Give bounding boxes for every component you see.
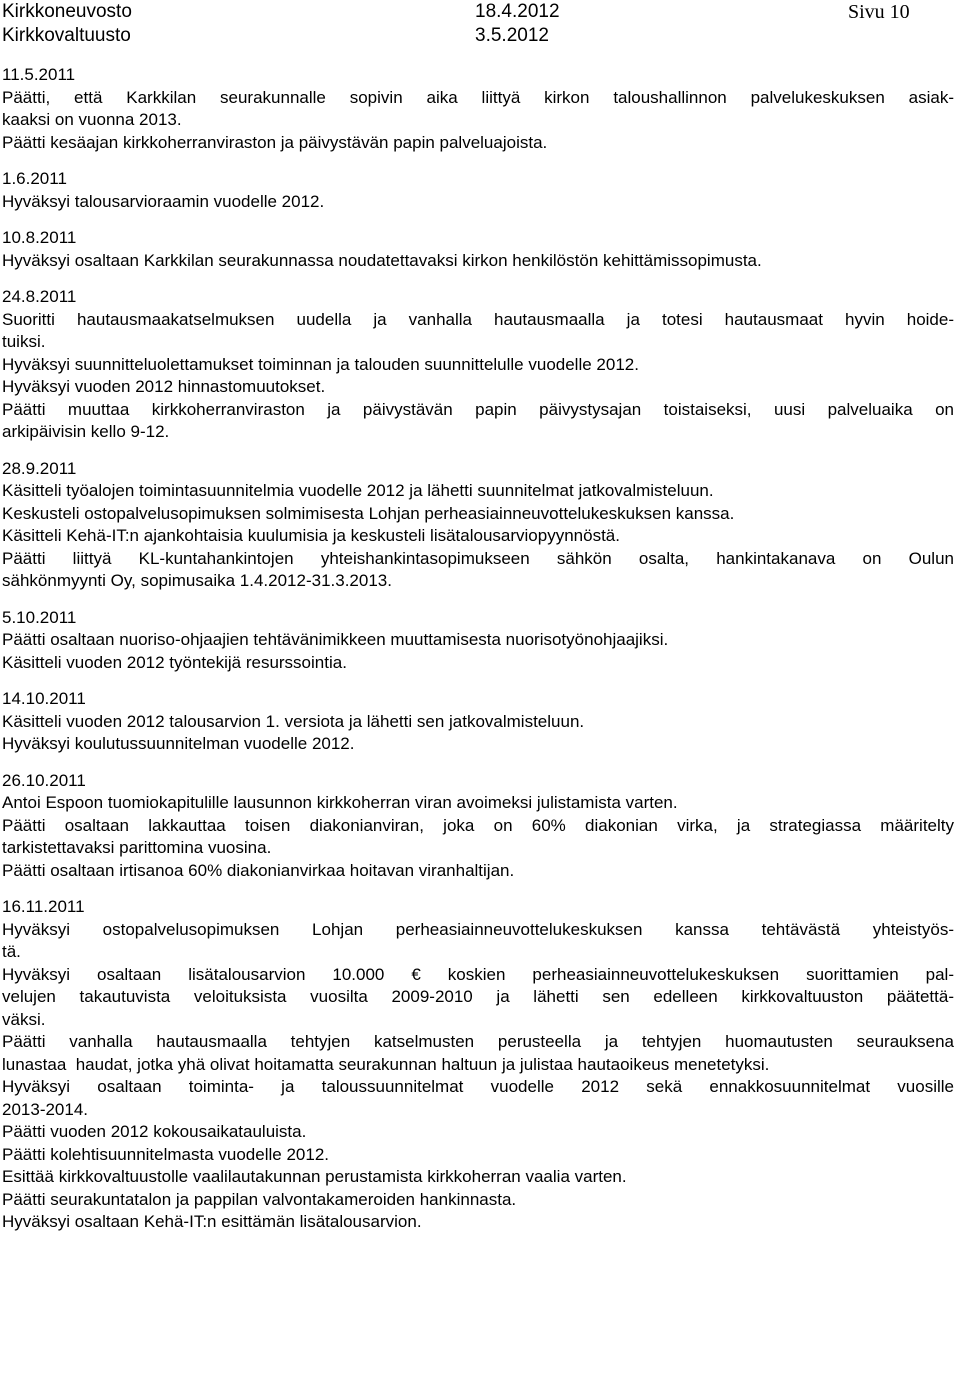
minutes-line: sähkönmyynti Oy, sopimusaika 1.4.2012-31.3.2013. [2, 571, 392, 590]
minutes-section [2, 286, 954, 444]
minutes-line: 2013-2014. [2, 1099, 89, 1119]
header-date-1: 18.4.2012 [475, 1, 560, 22]
minutes-line: Käsitteli Kehä-IT:n ajankohtaisia kuulumisia ja keskusteli lisätalousarviopyynnöstä. [2, 526, 620, 545]
minutes-line: tarkistettavaksi parittomina vuosina. [2, 838, 272, 857]
minutes-line: Käsitteli vuoden 2012 talousarvion 1. versiota ja lähetti sen jatkovalmisteluun. [2, 711, 585, 731]
minutes-line: Hyväksyi suunnitteluolettamukset toiminnan ja talouden suunnittelulle vuodelle 2012. [2, 354, 639, 374]
meeting-date: 16.11.2011 [2, 897, 85, 916]
header-line-2 [2, 24, 952, 48]
minutes-line: Päätti liittyä KL-kuntahankintojen yhteishankintasopimukseen sähkön osalta, hankintakanava on Oulun [2, 548, 954, 568]
minutes-line: Päätti seurakuntatalon ja pappilan valvontakameroiden hankinnasta. [2, 1189, 517, 1209]
minutes-line: Päätti, että Karkkilan seurakunnalle sopivin aika liittyä kirkon taloushallinnon palvelukeskuksen asiak- [2, 87, 954, 107]
meeting-date: 5.10.2011 [2, 607, 77, 627]
minutes-line: Päätti kesäajan kirkkoherranviraston ja päivystävän papin palveluajoista. [2, 132, 548, 152]
minutes-line: tä. [2, 942, 21, 961]
minutes-section [2, 896, 954, 1234]
minutes-line: väksi. [2, 1009, 46, 1029]
minutes-line: Käsitteli vuoden 2012 työntekijä resurssointia. [2, 652, 347, 672]
meeting-date: 14.10.2011 [2, 689, 86, 708]
header-date-2: 3.5.2012 [475, 25, 549, 46]
minutes-section [2, 688, 954, 756]
minutes-line: arkipäivisin kello 9-12. [2, 422, 170, 441]
minutes-section [2, 770, 954, 883]
minutes-line: Hyväksyi osaltaan lisätalousarvion 10.000 € koskien perheasiainneuvottelukeskuksen suorittamien pal- [2, 964, 954, 984]
minutes-section [2, 458, 954, 593]
minutes-line: Hyväksyi osaltaan toiminta- ja taloussuunnitelmat vuodelle 2012 sekä ennakkosuunnitelmat vuosille [2, 1077, 954, 1096]
minutes-line: Hyväksyi talousarvioraamin vuodelle 2012. [2, 191, 325, 211]
minutes-line: Hyväksyi ostopalvelusopimuksen Lohjan perheasiainneuvottelukeskuksen kanssa tehtävästä yhteistyös- [2, 919, 954, 939]
meeting-minutes-list [2, 64, 954, 1248]
minutes-line: kaaksi on vuonna 2013. [2, 110, 182, 129]
meeting-date: 28.9.2011 [2, 458, 77, 478]
minutes-line: Päätti vanhalla hautausmaalla tehtyjen katselmusten perusteella ja tehtyjen huomautusten seurauksena [2, 1032, 954, 1051]
minutes-line: Päätti osaltaan irtisanoa 60% diakonianvirkaa hoitavan viranhaltijan. [2, 860, 515, 880]
meeting-date: 1.6.2011 [2, 169, 67, 188]
minutes-line: Hyväksyi koulutussuunnitelman vuodelle 2012. [2, 734, 355, 753]
minutes-line: Päätti kolehtisuunnitelmasta vuodelle 2012. [2, 1144, 329, 1164]
minutes-line: Päätti osaltaan nuoriso-ohjaajien tehtävänimikkeen muuttamisesta nuorisotyönohjaajiksi. [2, 630, 669, 649]
meeting-date: 26.10.2011 [2, 770, 86, 790]
meeting-date: 10.8.2011 [2, 228, 77, 247]
minutes-section [2, 64, 954, 154]
minutes-line: Hyväksyi vuoden 2012 hinnastomuutokset. [2, 377, 326, 396]
minutes-line: tuiksi. [2, 332, 46, 351]
minutes-line: Suoritti hautausmaakatselmuksen uudella ja vanhalla hautausmaalla ja totesi hautausmaat hyvin hoide- [2, 309, 954, 329]
page-header [0, 0, 960, 50]
minutes-section [2, 227, 954, 272]
minutes-line: Päätti vuoden 2012 kokousaikatauluista. [2, 1122, 307, 1141]
meeting-date: 11.5.2011 [2, 65, 76, 84]
minutes-line: Käsitteli työalojen toimintasuunnitelmia vuodelle 2012 ja lähetti suunnitelmat jatkovalmisteluun. [2, 481, 714, 500]
minutes-line: Hyväksyi osaltaan Kehä-IT:n esittämän lisätalousarvion. [2, 1212, 422, 1231]
minutes-line: Päätti muuttaa kirkkoherranviraston ja päivystävän papin päivystysajan toistaiseksi, uusi palveluaika on [2, 399, 954, 419]
minutes-section [2, 168, 954, 213]
minutes-line: Hyväksyi osaltaan Karkkilan seurakunnassa noudatettavaksi kirkon henkilöstön kehittämissopimusta. [2, 250, 762, 270]
header-org-kirkkovaltuusto: Kirkkovaltuusto [2, 25, 131, 46]
header-org-kirkkoneuvosto: Kirkkoneuvosto [2, 1, 132, 22]
minutes-section [2, 607, 954, 675]
page-number: Sivu 10 [848, 1, 910, 23]
minutes-line: lunastaa haudat, jotka yhä olivat hoitamatta seurakunnan haltuun ja julistaa hautaoikeus menetetyksi. [2, 1054, 770, 1074]
minutes-line: Keskusteli ostopalvelusopimuksen solmimisesta Lohjan perheasiainneuvottelukeskuksen kanssa. [2, 503, 735, 523]
header-line-1 [2, 0, 952, 24]
minutes-line: velujen takautuvista veloituksista vuosilta 2009-2010 ja lähetti sen edelleen kirkkovaltuuston päätettä- [2, 987, 954, 1006]
minutes-line: Esittää kirkkovaltuustolle vaalilautakunnan perustamista kirkkoherran vaalia varten. [2, 1167, 627, 1186]
meeting-date: 24.8.2011 [2, 287, 77, 306]
minutes-line: Antoi Espoon tuomiokapitulille lausunnon kirkkoherran viran avoimeksi julistamista varten. [2, 793, 678, 812]
minutes-line: Päätti osaltaan lakkauttaa toisen diakonianviran, joka on 60% diakonian virka, ja strategiassa määritelty [2, 815, 954, 835]
